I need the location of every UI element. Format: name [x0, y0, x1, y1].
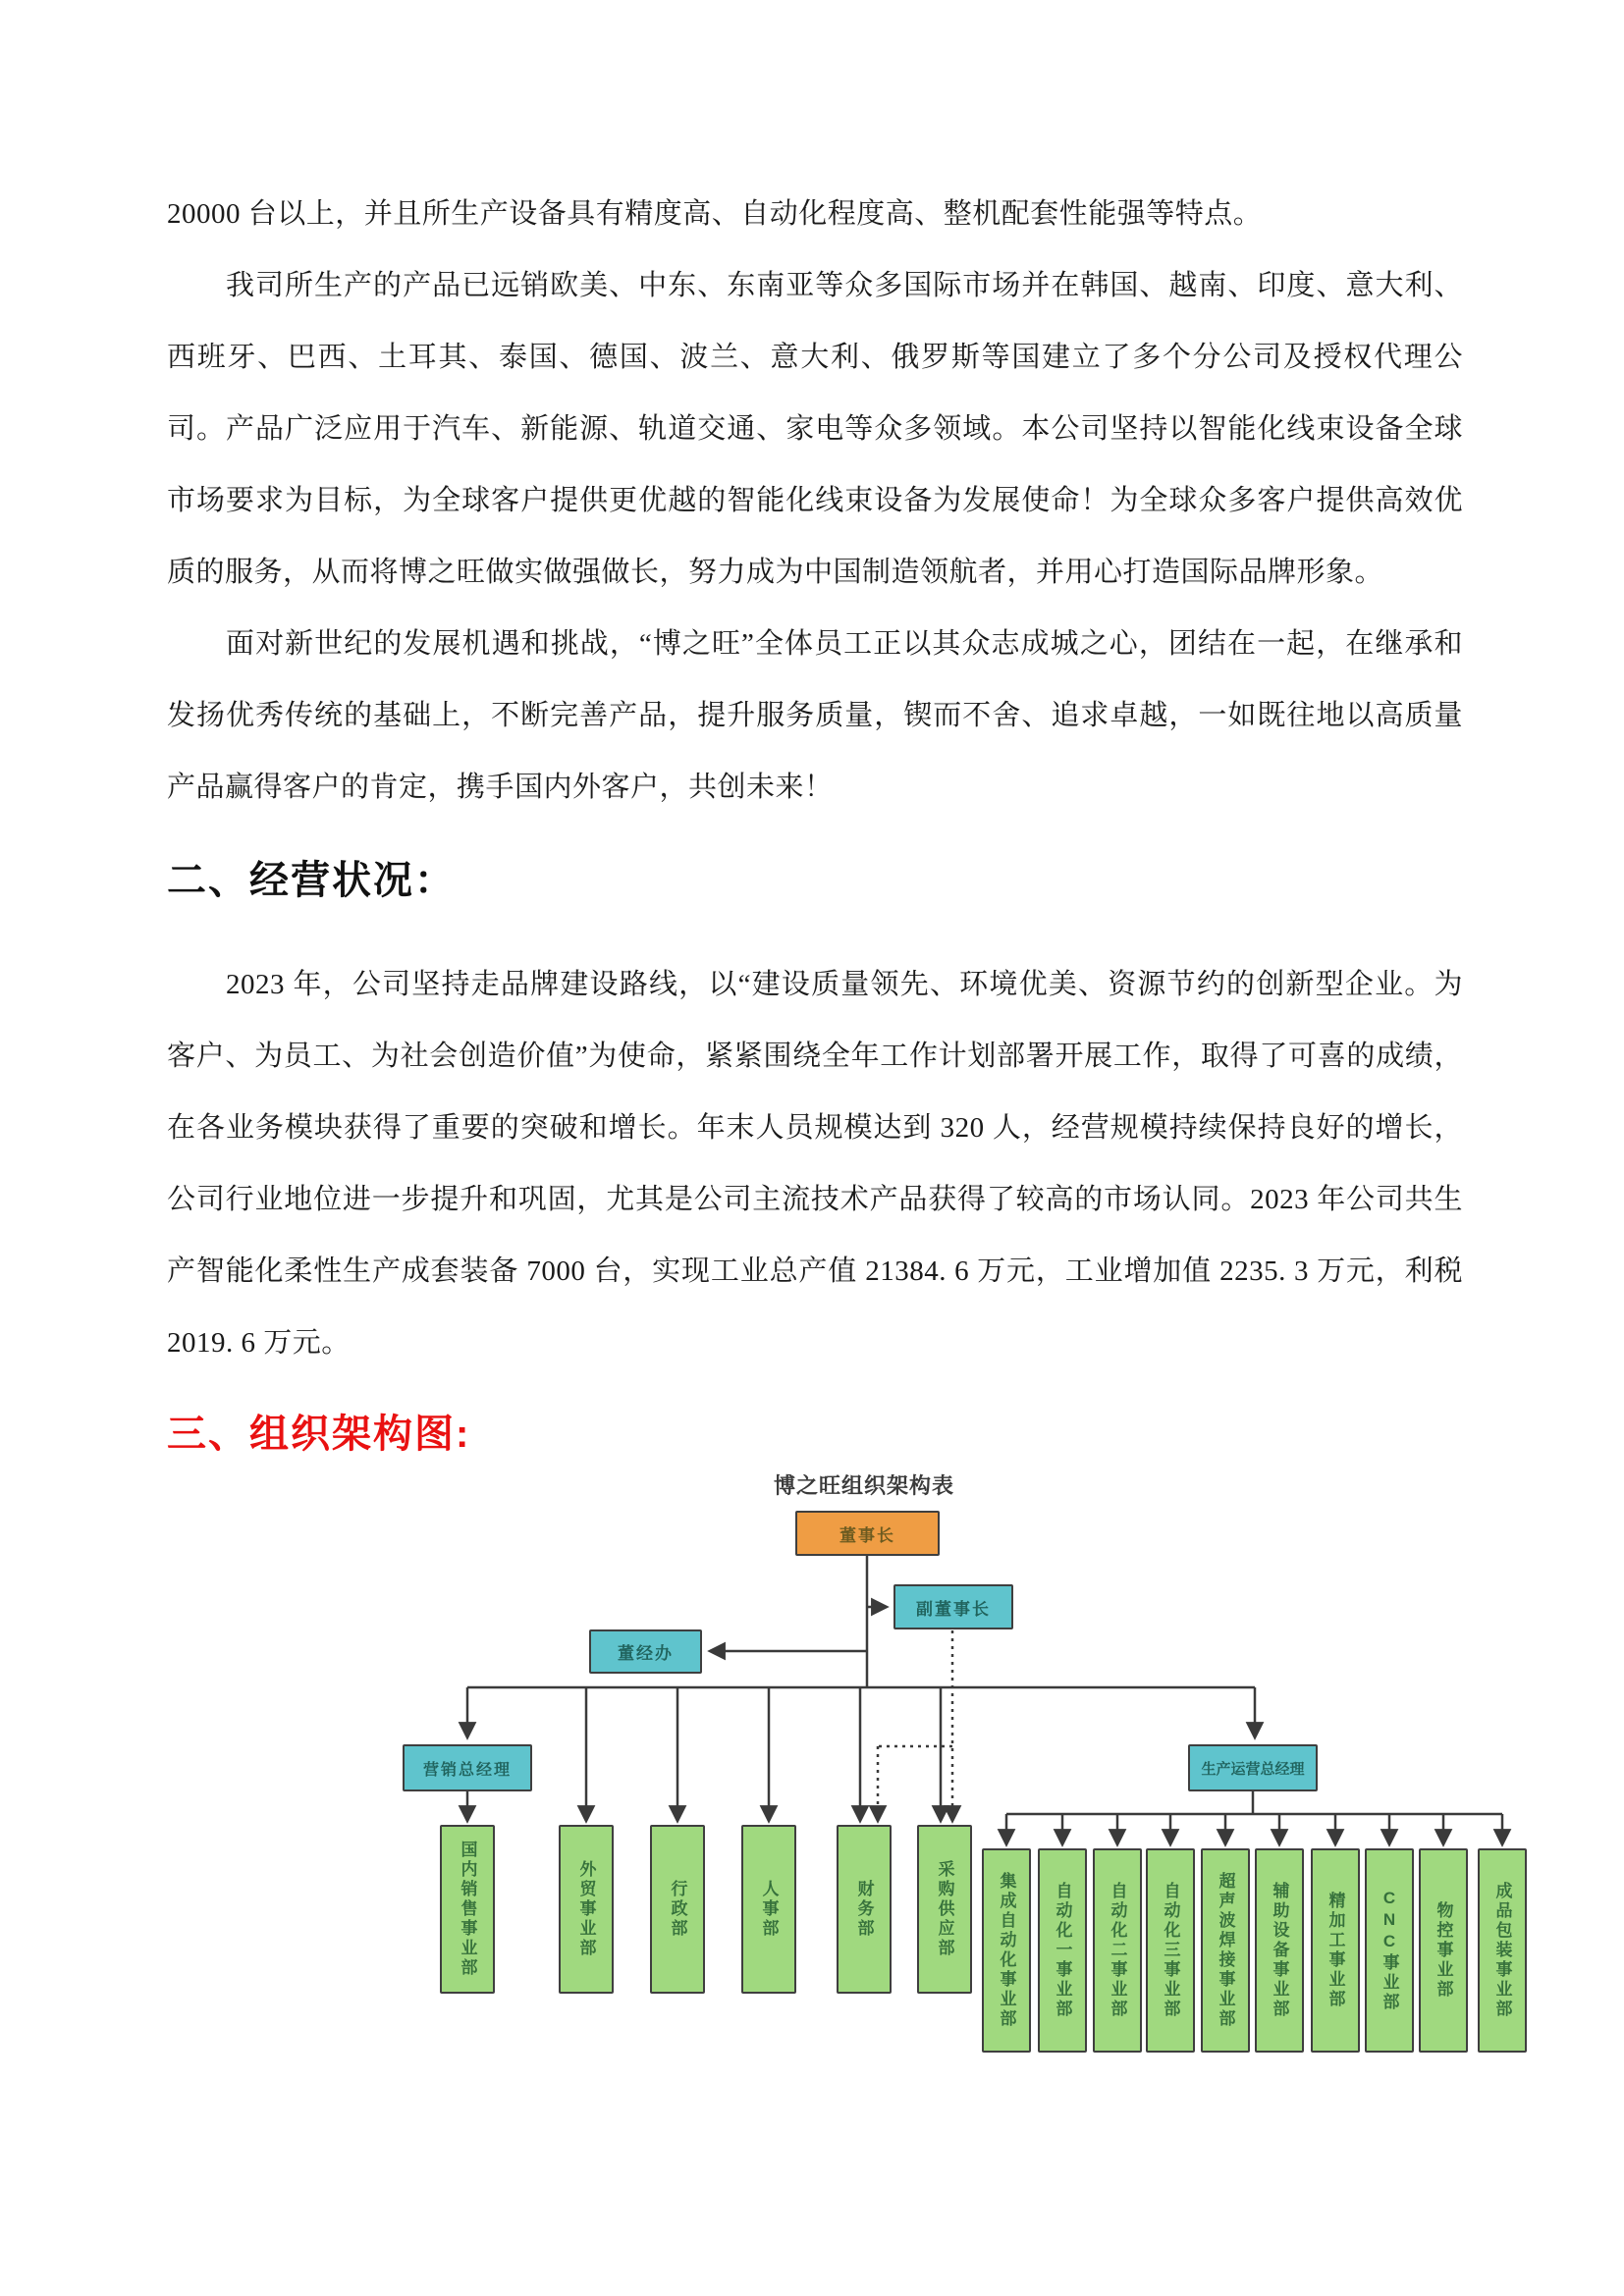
paragraph-continuation: 20000 台以上，并且所生产设备具有精度高、自动化程度高、整机配套性能强等特点。 — [167, 198, 1263, 230]
org-node-board-office: 董经办 — [589, 1629, 702, 1674]
org-dept-foreign-trade: 外贸事业部 — [559, 1825, 614, 1994]
org-node-marketing-gm: 营销总经理 — [403, 1744, 532, 1791]
org-dept-automation-2: 自动化二事业部 — [1093, 1848, 1142, 2053]
org-node-production-gm: 生产运营总经理 — [1188, 1744, 1318, 1791]
org-node-vice-chairman: 副董事长 — [893, 1584, 1013, 1629]
org-dept-packaging: 成品包装事业部 — [1478, 1848, 1527, 2053]
org-dept-precision-machining: 精加工事业部 — [1311, 1848, 1360, 2053]
org-dept-automation-3: 自动化三事业部 — [1146, 1848, 1195, 2053]
org-dept-automation-1: 自动化一事业部 — [1038, 1848, 1087, 2053]
org-dept-integrated-automation: 集成自动化事业部 — [982, 1848, 1031, 2053]
paragraph-markets: 我司所生产的产品已远销欧美、中东、东南亚等众多国际市场并在韩国、越南、印度、意大利、西班牙、巴西、土耳其、泰国、德国、波兰、意大利、俄罗斯等国建立了多个分公司及授权代理公司。产品广泛应用于汽车、新能源、轨道交通、家电等众多领域。本公司坚持以智能化线束设备全球市场要求为目标，为全球客户提供更优越的智能化线束设备为发展使命！为全球众多客户提供高效优质的服务，从而将博之旺做实做强做长，努力成为中国制造领航者，并用心打造国际品牌形象。 — [167, 270, 1463, 588]
section-heading-operations: 二、经营状况： — [167, 859, 456, 902]
org-chart — [167, 1469, 1624, 2098]
paragraph-outlook: 面对新世纪的发展机遇和挑战，“博之旺”全体员工正以其众志成城之心，团结在一起，在继承和发扬优秀传统的基础上，不断完善产品，提升服务质量，锲而不舍、追求卓越，一如既往地以高质量产品赢得客户的肯定，携手国内外客户，共创未来！ — [167, 628, 1463, 803]
section-heading-org-chart: 三、组织架构图: — [167, 1413, 471, 1456]
org-dept-ultrasonic-welding: 超声波焊接事业部 — [1201, 1848, 1250, 2053]
org-dept-hr: 人事部 — [741, 1825, 796, 1994]
org-dept-finance: 财务部 — [837, 1825, 892, 1994]
org-node-chairman: 董事长 — [795, 1511, 940, 1556]
org-dept-auxiliary-equipment: 辅助设备事业部 — [1255, 1848, 1304, 2053]
org-dept-administration: 行政部 — [650, 1825, 705, 1994]
org-dept-procurement: 采购供应部 — [917, 1825, 972, 1994]
org-dept-cnc: CNC事业部 — [1365, 1848, 1414, 2053]
org-chart-title: 博之旺组织架构表 — [773, 1473, 954, 1498]
org-dept-material-control: 物控事业部 — [1419, 1848, 1468, 2053]
org-dept-domestic-sales: 国内销售事业部 — [440, 1825, 495, 1994]
paragraph-operations-2023: 2023 年，公司坚持走品牌建设路线，以“建设质量领先、环境优美、资源节约的创新型企业。为客户、为员工、为社会创造价值”为使命，紧紧围绕全年工作计划部署开展工作，取得了可喜的成绩，在各业务模块获得了重要的突破和增长。年末人员规模达到 320 人，经营规模持续保持良好的增长，公司行业地位进一步提升和巩固，尤其是公司主流技术产品获得了较高的市场认同。2023 年公司共生产智能化柔性生产成套装备 7000 台，实现工业总产值 21384. 6 万元，工业增加值 2235. 3 万元，利税 2019. 6 万元。 — [167, 969, 1463, 1359]
